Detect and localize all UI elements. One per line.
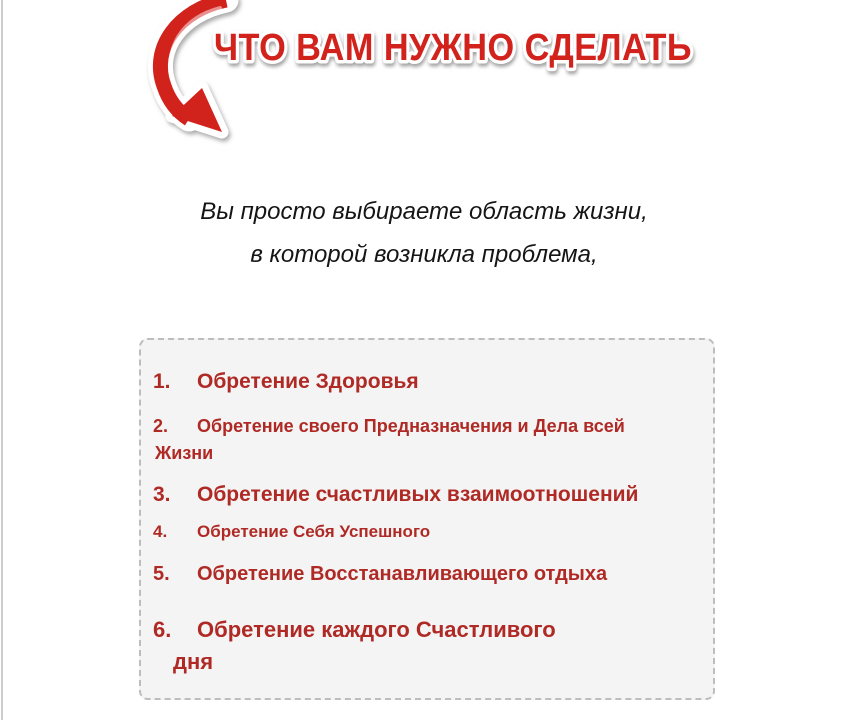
- list-item: [153, 563, 699, 586]
- list-item: [153, 483, 699, 507]
- list-item-label: Обретение каждого Счастливого: [197, 617, 556, 642]
- list-item: [153, 522, 699, 542]
- list-item: [153, 614, 699, 678]
- list-item-number: 3.: [153, 483, 171, 506]
- list-item-number: 4.: [153, 522, 168, 541]
- page-title: ЧТО ВАМ НУЖНО СДЕЛАТЬ: [214, 27, 692, 69]
- list-item-label-line2: дня: [173, 649, 214, 674]
- list-item-number: 5.: [153, 563, 170, 585]
- list-item-number: 6.: [153, 617, 172, 642]
- list-item: [153, 413, 699, 467]
- intro-paragraph: [0, 190, 848, 276]
- list-item-label: Обретение Здоровья: [197, 370, 419, 393]
- list-item-label: Обретение Себя Успешного: [197, 522, 431, 541]
- list-item-label: Обретение Восстанавливающего отдыха: [197, 563, 608, 585]
- list-item-number: 2.: [153, 416, 169, 436]
- page-left-border: [1, 0, 3, 720]
- life-areas-box: [139, 338, 715, 700]
- list-item-number: 1.: [153, 370, 171, 393]
- intro-line-2: в которой возникла проблема,: [250, 241, 598, 268]
- list-item-label: Обретение счастливых взаимоотношений: [197, 483, 639, 506]
- list-item-label: Обретение своего Предназначения и Дела всей: [197, 416, 625, 436]
- list-item-label-line2: Жизни: [155, 443, 214, 463]
- page-title-graphic: [204, 16, 704, 88]
- list-item: [153, 370, 699, 394]
- intro-line-1: Вы просто выбираете область жизни,: [200, 198, 648, 225]
